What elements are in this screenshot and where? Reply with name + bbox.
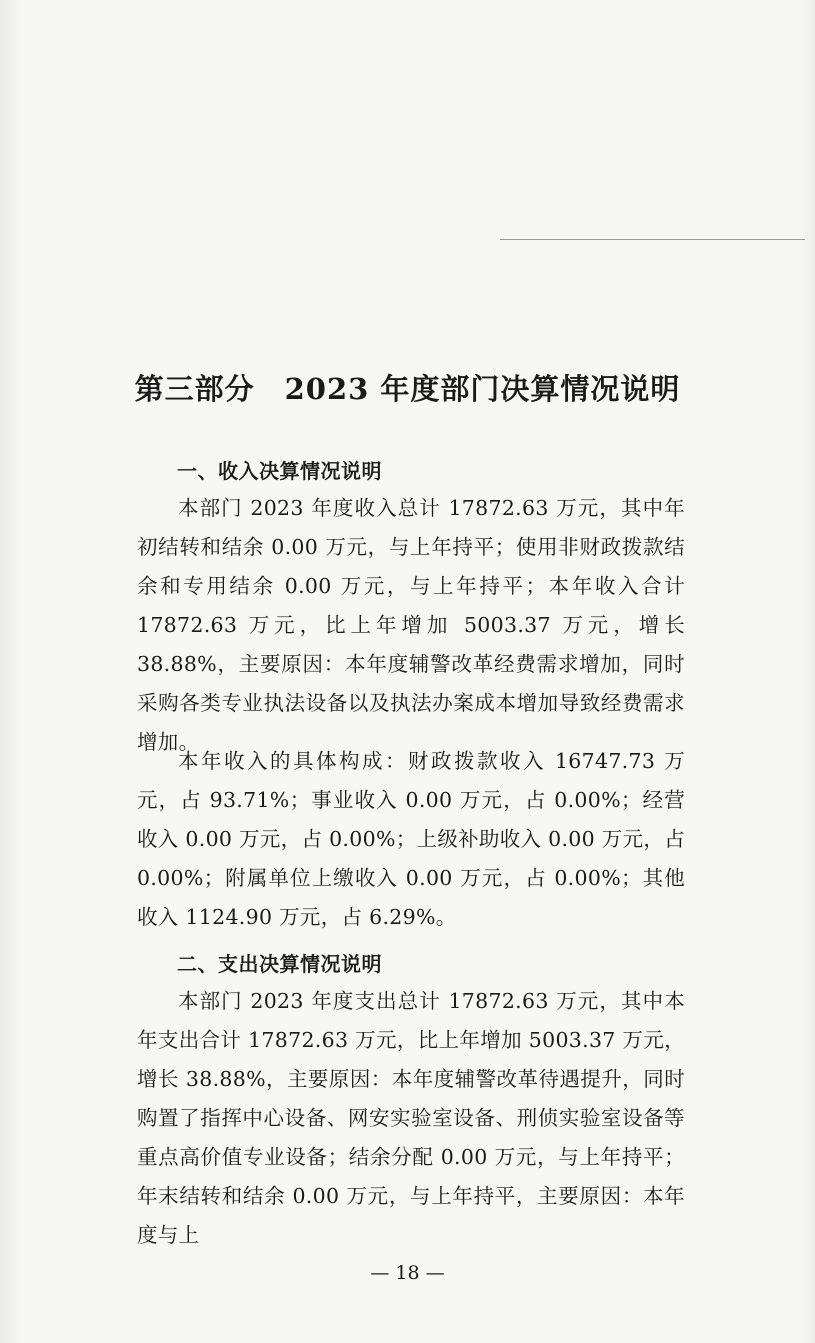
section-heading-income: 一、收入决算情况说明 xyxy=(177,459,382,483)
expenditure-summary-paragraph: 本部门 2023 年度支出总计 17872.63 万元，其中本年支出合计 17872.63 万元，比上年增加 5003.37 万元，增长 38.88%，主要原因：本年度辅警改革待遇提升，同时购置了指挥中心设备、网安实验室设备、刑侦实验室设备等重点高价值专业设备；结余分配 0.00 万元，与上年持平；年末结转和结余 0.00 万元，与上年持平，主要原因：本年度与上 xyxy=(137,989,685,1247)
income-composition-paragraph: 本年收入的具体构成：财政拨款收入 16747.73 万元，占 93.71%；事业收入 0.00 万元，占 0.00%；经营收入 0.00 万元，占 0.00%；上级补助收入 0.00 万元，占 0.00%；附属单位上缴收入 0.00 万元，占 0.00%；其他收入 1124.90 万元，占 6.29%。 xyxy=(137,749,685,929)
section-heading-expenditure: 二、支出决算情况说明 xyxy=(177,952,382,976)
page-number: — 18 — xyxy=(370,1262,445,1284)
scan-edge-left xyxy=(0,0,22,1343)
page-title: 第三部分 2023 年度部门决算情况说明 xyxy=(134,372,681,406)
scan-edge-right xyxy=(801,0,815,1343)
header-rule xyxy=(500,239,805,240)
income-summary-paragraph: 本部门 2023 年度收入总计 17872.63 万元，其中年初结转和结余 0.00 万元，与上年持平；使用非财政拨款结余和专用结余 0.00 万元，与上年持平；本年收入合计 17872.63 万元，比上年增加 5003.37 万元，增长 38.88%，主要原因：本年度辅警改革经费需求增加，同时采购各类专业执法设备以及执法办案成本增加导致经费需求增加。 xyxy=(137,496,685,754)
